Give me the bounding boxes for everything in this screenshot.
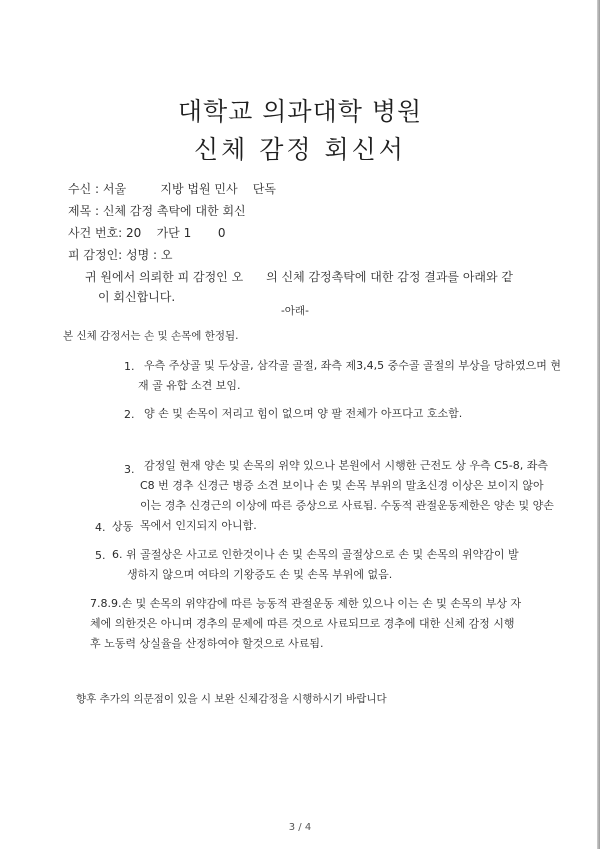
finding-text-line: C8 번 경추 신경근 병증 소견 보이나 손 및 손목 부위의 말초신경 이상은 보이지 않아: [140, 479, 544, 492]
conclusion-line: 체에 의한것은 아니며 경추의 문제에 따른 것으로 사료되므로 경추에 대한 신체 감정 시행: [90, 617, 515, 630]
recipient-line: 수신 : 서울 지방 법원 민사 단독: [68, 182, 276, 196]
conclusion-paragraph: [90, 594, 521, 654]
examinee-line: 피 감정인: 성명 : 오: [68, 248, 173, 262]
below-label: -아래-: [281, 305, 309, 317]
intro-line-2: 이 회신합니다.: [98, 290, 176, 304]
finding-number: 2.: [124, 408, 135, 421]
finding-number: 5.: [95, 549, 106, 562]
finding-number: 4.: [95, 521, 106, 534]
finding-text: [144, 404, 462, 424]
finding-text-line: 양 손 및 손목이 저리고 힘이 없으며 양 팔 전체가 아프다고 호소함.: [144, 407, 463, 420]
page-number: 3 / 4: [288, 822, 312, 833]
finding-text-line: 감정일 현재 양손 및 손목의 위약 있으나 본원에서 시행한 근전도 상 우측 C5-8, 좌측: [144, 459, 549, 472]
closing-line: 향후 추가의 의문점이 있을 시 보완 신체감정을 시행하시기 바랍니다: [76, 693, 387, 705]
finding-number: 1.: [124, 360, 135, 373]
finding-text-line: 상동: [112, 520, 134, 533]
intro-line-1: 귀 원에서 의뢰한 피 감정인 오 의 신체 감정촉탁에 대한 감정 결과를 아래와 같: [85, 270, 514, 284]
case-number-line: 사건 번호: 20 가단 1 0: [68, 226, 226, 240]
finding-text: [112, 517, 133, 537]
conclusion-line: 후 노동력 상실율을 산정하여야 할것으로 사료됨.: [90, 637, 324, 650]
document-title: 대학교 의과대학 병원: [177, 97, 423, 126]
finding-text-line: 우측 주상골 및 두상골, 삼각골 골절, 좌측 제3,4,5 중수골 골절의 부상을 당하였으며 현: [144, 359, 561, 372]
finding-text: [140, 456, 554, 536]
conclusion-line: 7.8.9.손 및 손목의 위약감에 따른 능동적 관절운동 제한 있으나 이는 손 및 손목의 부상 자: [90, 597, 522, 610]
finding-text: [112, 545, 519, 585]
finding-text-line: 목에서 인지되지 아니함.: [140, 519, 257, 532]
finding-text-line: 재 골 유합 소견 보임.: [138, 379, 241, 392]
finding-number: 3.: [124, 463, 135, 476]
subject-line: 제목 : 신체 감정 촉탁에 대한 회신: [68, 204, 246, 218]
scope-line: 본 신체 감정서는 손 및 손목에 한정됨.: [63, 330, 239, 342]
finding-text-line: 이는 경추 신경근의 이상에 따른 증상으로 사료됨. 수동적 관절운동제한은 양손 및 양손: [140, 499, 554, 512]
finding-text-line: 6. 위 골절상은 사고로 인한것이나 손 및 손목의 골절상으로 손 및 손목의 위약감이 발: [112, 548, 519, 561]
finding-text: [138, 356, 561, 396]
document-subtitle: 신체 감정 회신서: [194, 135, 406, 164]
finding-text-line: 생하지 않으며 여타의 기왕증도 손 및 손목 부위에 없음.: [127, 568, 393, 581]
